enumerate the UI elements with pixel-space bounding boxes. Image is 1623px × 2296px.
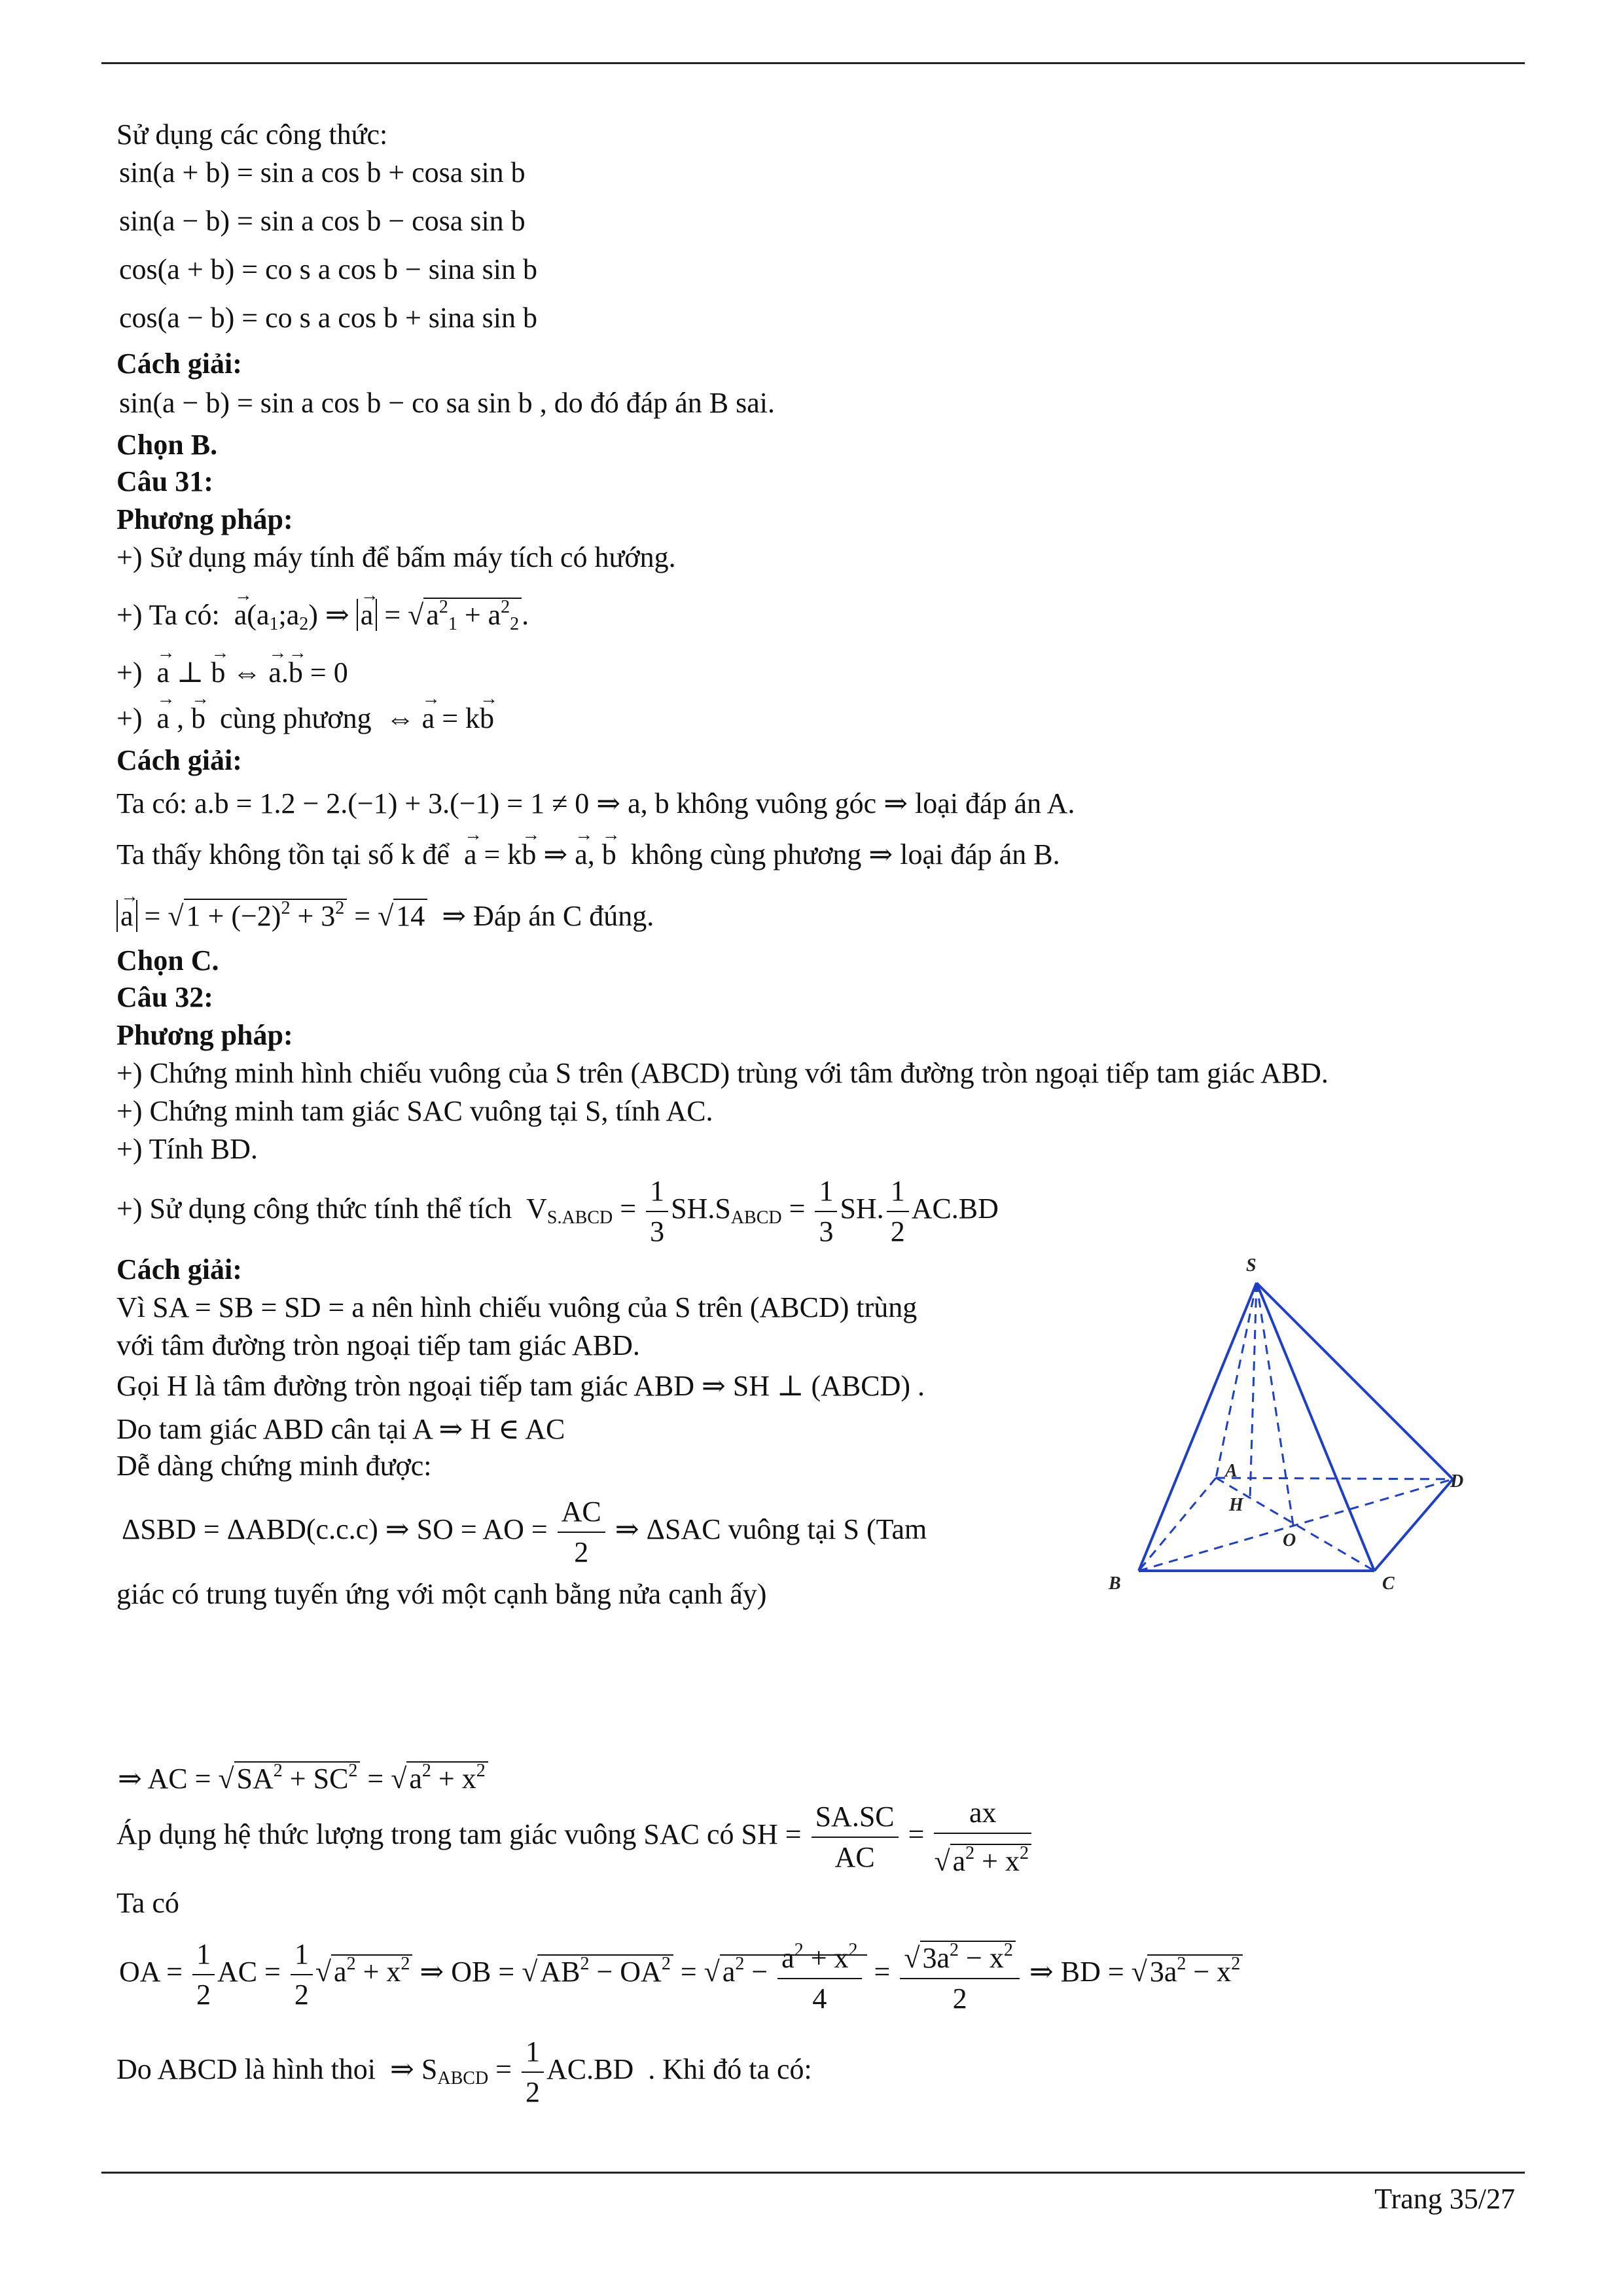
edge-SC [1257, 1283, 1374, 1571]
edge-AB [1139, 1478, 1216, 1571]
formula: → $a(a_1;a_2)$ ⇒ → $a = √a^2_1 + a^2_2$. [227, 599, 529, 631]
section-heading: Cách giải: [116, 348, 242, 380]
label-H: H [1229, 1495, 1243, 1515]
text-line: +) Tính BD. [116, 1133, 258, 1165]
label-B: B [1109, 1573, 1121, 1594]
text: Ta thấy không tồn tại số k để [116, 838, 450, 870]
text-line: +) Chứng minh tam giác SAC vuông tại S, tính AC. [116, 1095, 713, 1127]
text-line: Ta thấy không tồn tại số k để → a = k→ b ⇒ → a, → b không cùng phương ⇒ loại đáp án B. [116, 836, 1060, 873]
text: cùng phương [220, 702, 372, 734]
formula: sin(a + b) = sin a cos b + cosa sin b [119, 156, 526, 188]
formula: a.b = 1.2 − 2.(−1) + 3.(−1) = 1 ≠ 0 ⇒ a, b [194, 787, 669, 819]
text-line: Dễ dàng chứng minh được: [116, 1450, 432, 1482]
label-S: S [1246, 1255, 1257, 1276]
section-heading: Cách giải: [116, 744, 242, 776]
pyramid-figure [1086, 1244, 1464, 1649]
section-heading: Phương pháp: [116, 1019, 293, 1051]
text-line: Do tam giác ABD cân tại A ⇒ H ∈ AC [116, 1413, 565, 1445]
text-line [116, 655, 348, 691]
label-O: O [1283, 1530, 1296, 1551]
formula: cos(a − b) = co s a cos b + sina sin b [119, 302, 537, 334]
edge-SA [1216, 1283, 1257, 1478]
formula: ΔSBD = ΔABD(c.c.c) ⇒ SO = AO = [122, 1513, 548, 1546]
edge-SH [1250, 1283, 1257, 1499]
text-line: Gọi H là tâm đường tròn ngoại tiếp tam giác ABD ⇒ SH ⊥ (ABCD) . [116, 1370, 925, 1402]
text-line: Do ABCD là hình thoi ⇒ $S_{ABCD}$ = $\frac{1}{2}$ AC.BD . Khi đó ta có: [116, 2032, 812, 2112]
text-line: với tâm đường tròn ngoại tiếp tam giác ABD. [116, 1329, 640, 1361]
text-line [116, 589, 529, 643]
footer-rule [101, 2172, 1525, 2174]
edge-CD [1374, 1479, 1453, 1571]
text: không cùng phương ⇒ loại đáp án B. [630, 838, 1060, 870]
label-D: D [1450, 1471, 1464, 1492]
text: . Khi đó ta có: [648, 2053, 812, 2086]
section-heading: Phương pháp: [116, 503, 293, 535]
formula: → a ⊥ → b ⇔ → a.→ b = 0 [149, 656, 348, 689]
text: +) [116, 656, 143, 689]
section-heading: Cách giải: [116, 1253, 242, 1285]
text-line: Sử dụng các công thức: [116, 118, 388, 151]
text: Ta có: [116, 787, 188, 819]
text-line: Áp dụng hệ thức lượng trong tam giác vuông SAC có SH = $\frac{SA.SC}{AC}$ = $\frac{ax}{√a^2 + x^2}$ [116, 1793, 1034, 1881]
text-line [116, 785, 1075, 822]
text-line: Vì SA = SB = SD = a nên hình chiếu vuông của S trên (ABCD) trùng [116, 1291, 918, 1323]
formula: OA = $\frac{1}{2}$ AC = $\frac{1}{2}$ $√a^2 + x^2$ ⇒ OB = $√AB^2 - OA^2 = √a^2$ − $\frac{a^2 + x^2}{4}$ = $\frac{√3a^2 - x^2}{2}$ ⇒ BD = $√3a^2 - x^2$ [119, 1931, 1243, 2018]
edge-SB [1139, 1283, 1257, 1571]
formula: → $a = √1 + (-2)^2 + 3^2 = √14$ [116, 899, 435, 932]
formula: $V_{S.ABCD}$ = $\frac{1}{3}$ $SH.S_{ABCD}$ = $\frac{1}{3}$ SH. $\frac{1}{2}$ AC.BD [519, 1193, 999, 1225]
text: Áp dụng hệ thức lượng trong tam giác vuông SAC có SH = [116, 1818, 802, 1851]
text: , do đó đáp án B sai. [539, 387, 775, 419]
formula: sin(a − b) = sin a cos b − cosa sin b [119, 205, 526, 237]
text: Do ABCD là hình thoi [116, 2053, 376, 2086]
text-line: +) Chứng minh hình chiếu vuông của S trên (ABCD) trùng với tâm đường tròn ngoại tiếp tam giác ABD. [116, 1057, 1329, 1089]
edge-SD [1257, 1283, 1453, 1479]
formula: ⇒ AC = $√SA^2 + SC^2 = √a^2 + x^2$ [118, 1753, 488, 1797]
text: không vuông góc ⇒ loại đáp án A. [676, 787, 1075, 819]
text: +) [116, 702, 143, 734]
text-line: giác có trung tuyến ứng với một cạnh bằng nửa cạnh ấy) [116, 1578, 767, 1610]
header-rule [101, 62, 1525, 64]
text-line: Ta có [116, 1887, 179, 1919]
text: +) Ta có: [116, 599, 220, 631]
text-line [116, 890, 654, 935]
page-number: Trang 35/27 [1374, 2183, 1515, 2215]
edge-SO [1257, 1283, 1293, 1525]
text-line [116, 1172, 999, 1251]
text-line [119, 385, 775, 422]
text-line: ΔSBD = ΔABD(c.c.c) ⇒ SO = AO = $\frac{AC}{2}$ ⇒ ΔSAC vuông tại S (Tam [122, 1492, 927, 1572]
text: ⇒ ΔSAC vuông tại S (Tam [615, 1513, 927, 1546]
question-heading: Câu 31: [116, 465, 213, 497]
formula: cos(a + b) = co s a cos b − sina sin b [119, 253, 537, 285]
label-C: C [1382, 1573, 1395, 1594]
question-heading: Câu 32: [116, 981, 213, 1013]
edge-BD [1139, 1479, 1453, 1571]
answer: Chọn C. [116, 944, 219, 977]
text: ⇒ Đáp án C đúng. [442, 900, 654, 932]
text-line: +) Sử dụng máy tính để bấm máy tích có hướng. [116, 541, 676, 573]
text-line: +) → a , → b cùng phương ⇔ → a = k→ b [116, 700, 494, 737]
formula: sin(a − b) = sin a cos b − co sa sin b [119, 387, 533, 419]
text: +) Sử dụng công thức tính thể tích [116, 1193, 512, 1225]
answer: Chọn B. [116, 429, 218, 461]
label-A: A [1225, 1461, 1238, 1481]
